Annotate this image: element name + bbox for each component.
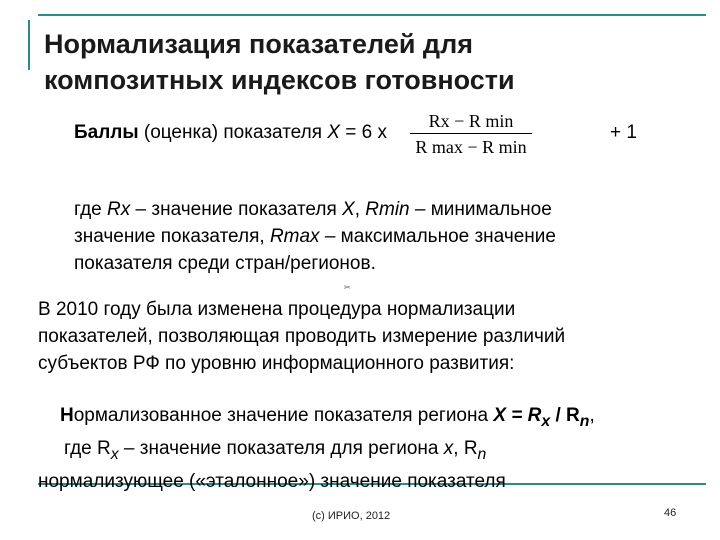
formula-subscript: n — [579, 412, 590, 430]
footer-copyright: (с) ИРИО, 2012 — [312, 510, 391, 522]
paragraph-line: показателей, позволяющая проводить измерение различий — [38, 326, 566, 347]
small-mark-icon: ✂ — [344, 283, 351, 292]
formula-subscript: n — [477, 445, 487, 463]
normalized-text: ормализованное значение показателя региона — [73, 405, 494, 426]
where-rmin: Rmin — [365, 199, 410, 220]
normalized-line-3: нормализующее («эталонное») значение показателя — [38, 470, 506, 492]
normalized-definition — [38, 402, 698, 495]
normalized-text: где R — [64, 437, 111, 459]
normalized-x: x — [443, 437, 454, 459]
page-number: 46 — [664, 507, 677, 519]
paragraph-2010 — [38, 296, 698, 377]
drop-letter: Н — [60, 405, 74, 426]
normalized-text: , R — [453, 437, 478, 459]
where-text: – минимальное — [409, 199, 552, 220]
frame-top-line — [38, 14, 706, 16]
formula-label — [74, 122, 387, 144]
fraction-numerator: Rx − R min — [428, 111, 514, 131]
where-text: где — [74, 199, 108, 220]
normalized-line-1 — [38, 402, 698, 435]
normalized-formula — [493, 405, 590, 430]
where-text: – максимальное значение — [319, 226, 556, 247]
fraction-bar — [410, 133, 532, 134]
where-line-2 — [74, 223, 674, 250]
where-text: – значение показателя — [130, 199, 343, 220]
where-rmax: Rmax — [269, 226, 320, 247]
formula-subscript: x — [110, 445, 119, 463]
page-title — [44, 26, 684, 98]
where-rx: Rx — [107, 199, 131, 220]
title-line-1: Нормализация показателей для — [44, 29, 473, 59]
formula-var-x: X — [327, 122, 340, 143]
where-line-3: показателя среди стран/регионов. — [74, 253, 376, 274]
normalized-text: – значение показателя для региона — [118, 437, 444, 459]
formula-part: / R — [550, 405, 580, 426]
where-explanation — [74, 196, 674, 277]
formula-plus-one: + 1 — [610, 122, 637, 143]
formula-fraction — [410, 110, 532, 158]
paragraph-line: В 2010 году была изменена процедура нормализации — [38, 299, 516, 320]
formula-part: X = R — [493, 405, 542, 426]
formula-label-rest: (оценка) показателя — [138, 122, 328, 143]
where-line-1 — [74, 196, 674, 223]
formula-eq: = 6 x — [339, 122, 387, 143]
formula-label-bold: Баллы — [74, 122, 139, 143]
where-text: значение показателя, — [74, 226, 270, 247]
normalized-text: , — [589, 405, 595, 426]
formula-subscript: x — [541, 412, 551, 430]
normalized-line-2 — [38, 435, 698, 468]
frame-left-line — [28, 20, 30, 70]
where-text: , — [354, 199, 366, 220]
paragraph-line: субъектов РФ по уровню информационного развития: — [38, 353, 515, 374]
fraction-denominator: R max − R min — [415, 137, 527, 157]
title-line-2: композитных индексов готовности — [44, 65, 515, 95]
where-x: X — [342, 199, 355, 220]
